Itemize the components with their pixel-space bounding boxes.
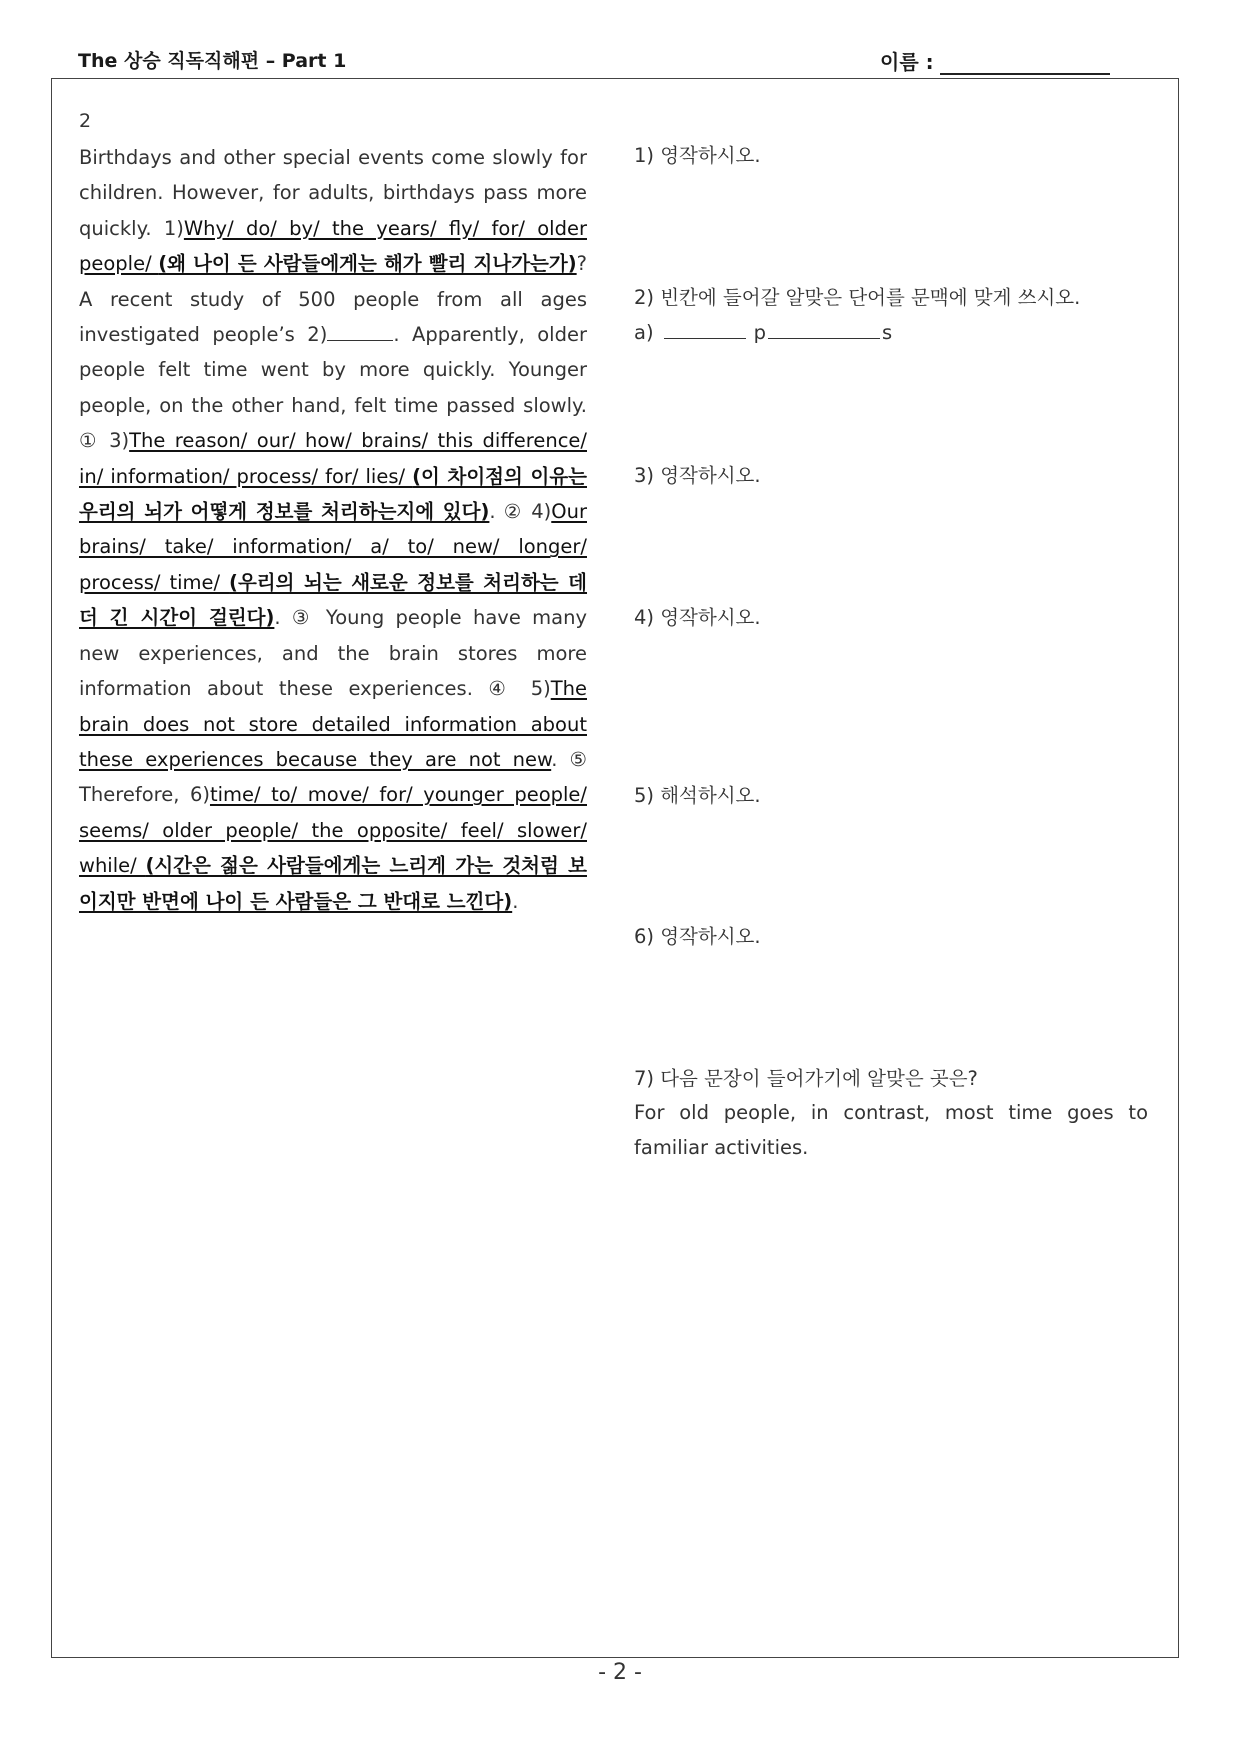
passage-text: . xyxy=(512,889,519,913)
question-7-sentence: For old people, in contrast, most time goes to familiar activities. xyxy=(634,1101,1148,1160)
question-1: 1) 영작하시오. xyxy=(634,144,761,167)
question-2: 2) 빈칸에 들어갈 알맞은 단어를 문맥에 맞게 쓰시오. xyxy=(634,286,1081,309)
passage-text: Birthdays and other special events come slowly for children. However, for adults, birthdays pass more quickly. xyxy=(79,146,587,240)
passage-text: . ③ Young people have many new experiences, and the brain stores more information about these experiences. ④ 5) xyxy=(79,606,588,701)
hint-6: (시간은 젊은 사람들에게는 느리게 가는 것처럼 보이지만 반면에 나이 든 사람들은 그 반대로 느낀다) xyxy=(79,854,587,913)
scramble-6: time/ to/ move/ for/ younger people/ seems/ older people/ the opposite/ feel/ slower/ while/ (시간은 젊은 사람들에게는 느리게 가는 것처럼 보이지만 반면에 나이 든 사람들은 그 반대로 느낀다) xyxy=(79,783,587,913)
marker-1: 1) xyxy=(163,216,184,240)
answer-blank-a xyxy=(664,337,746,339)
passage-text: . ② 4) xyxy=(489,500,552,524)
scramble-3: The reason/ our/ how/ brains/ this difference/ in/ information/ process/ for/ lies/ (이 차이점의 이유는 우리의 뇌가 어떻게 정보를 처리하는지에 있다) xyxy=(79,429,587,524)
page-number: - 2 - xyxy=(598,1660,642,1685)
answer-2: a) p s xyxy=(634,321,893,344)
question-4: 4) 영작하시오. xyxy=(634,606,761,629)
reading-passage xyxy=(79,140,587,919)
question-number: 2 xyxy=(79,110,92,132)
question-6: 6) 영작하시오. xyxy=(634,925,761,948)
hint-1: (왜 나이 든 사람들에게는 해가 빨리 지나가는가) xyxy=(158,252,577,276)
question-3: 3) 영작하시오. xyxy=(634,464,761,487)
name-blank-line xyxy=(940,53,1110,75)
passage-text: . Apparently, older people felt time went by more quickly. Younger people, on the other hand, felt time passed slowly. ① 3) xyxy=(79,323,587,453)
blank-2 xyxy=(327,339,393,341)
hint-4: (우리의 뇌는 새로운 정보를 처리하는 데 더 긴 시간이 걸린다) xyxy=(79,570,588,630)
scramble-4: Our brains/ take/ information/ a/ to/ new/ longer/ process/ time/ (우리의 뇌는 새로운 정보를 처리하는 데 더 긴 시간이 걸린다) xyxy=(79,500,588,630)
answer-blank-p xyxy=(768,337,880,339)
translate-5: The brain does not store detailed information about these experiences because they are not new xyxy=(79,677,587,771)
passage-text: ? A recent study of 500 people from all ages investigated people’s 2) xyxy=(79,252,587,347)
hint-3: (이 차이점의 이유는 우리의 뇌가 어떻게 정보를 처리하는지에 있다) xyxy=(79,464,587,524)
worksheet-title: The 상승 직독직해편 – Part 1 xyxy=(78,50,347,72)
question-5: 5) 해석하시오. xyxy=(634,784,761,807)
name-label: 이름 : xyxy=(880,50,934,74)
passage-text: . ⑤ Therefore, 6) xyxy=(79,747,587,807)
scramble-1: Why/ do/ by/ the years/ fly/ for/ older people/ (왜 나이 든 사람들에게는 해가 빨리 지나가는가) xyxy=(79,216,587,276)
question-7: 7) 다음 문장이 들어가기에 알맞은 곳은? xyxy=(634,1067,978,1090)
name-field xyxy=(880,46,1110,75)
